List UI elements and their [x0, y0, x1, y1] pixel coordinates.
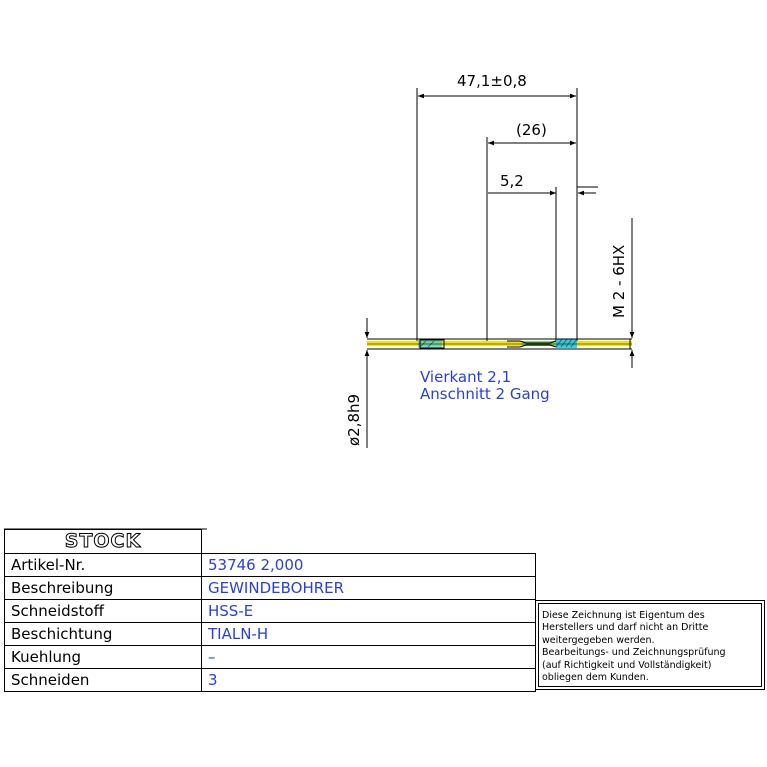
overall-length-label: 47,1±0,8 [457, 72, 527, 90]
square-note: Vierkant 2,1 [420, 368, 512, 386]
notice-line: weitergegeben werden. [542, 634, 655, 646]
notice-line: (auf Richtigkeit und Vollständigkeit) [542, 659, 712, 671]
ownership-notice [535, 600, 765, 690]
table-row [5, 577, 536, 600]
notice-line: obliegen dem Kunden. [542, 672, 649, 684]
row-label: Beschreibung [5, 577, 202, 600]
chamfer-length-label: 5,2 [500, 172, 524, 190]
row-value: 53746 2,000 [202, 554, 536, 577]
notice-line: Diese Zeichnung ist Eigentum des [542, 610, 705, 621]
row-value: 3 [202, 669, 536, 692]
row-label: Schneidstoff [5, 600, 202, 623]
table-row [5, 554, 536, 577]
extension-lines [417, 88, 598, 342]
row-value: – [202, 646, 536, 669]
table-row [5, 669, 536, 692]
row-value: GEWINDEBOHRER [202, 577, 536, 600]
notice-line: Herstellers und darf nicht an Dritte [542, 622, 709, 634]
title-block [4, 529, 536, 692]
table-row [5, 623, 536, 646]
row-value: HSS-E [202, 600, 536, 623]
row-label: Beschichtung [5, 623, 202, 646]
tap-body [367, 339, 632, 349]
thread-length-label: (26) [516, 121, 547, 139]
thread-spec-label: M 2 - 6HX [610, 244, 628, 318]
chamfer-note: Anschnitt 2 Gang [420, 385, 550, 403]
table-row [5, 600, 536, 623]
stock-logo: STOCK [64, 530, 142, 552]
table-row [5, 646, 536, 669]
shank-diameter-label: ø2,8h9 [345, 393, 363, 446]
row-value: TIALN-H [202, 623, 536, 646]
row-label: Kuehlung [5, 646, 202, 669]
row-label: Schneiden [5, 669, 202, 692]
notice-line: Bearbeitungs- und Zeichnungsprüfung [542, 647, 726, 659]
logo-cell [5, 530, 202, 554]
row-label: Artikel-Nr. [5, 554, 202, 577]
